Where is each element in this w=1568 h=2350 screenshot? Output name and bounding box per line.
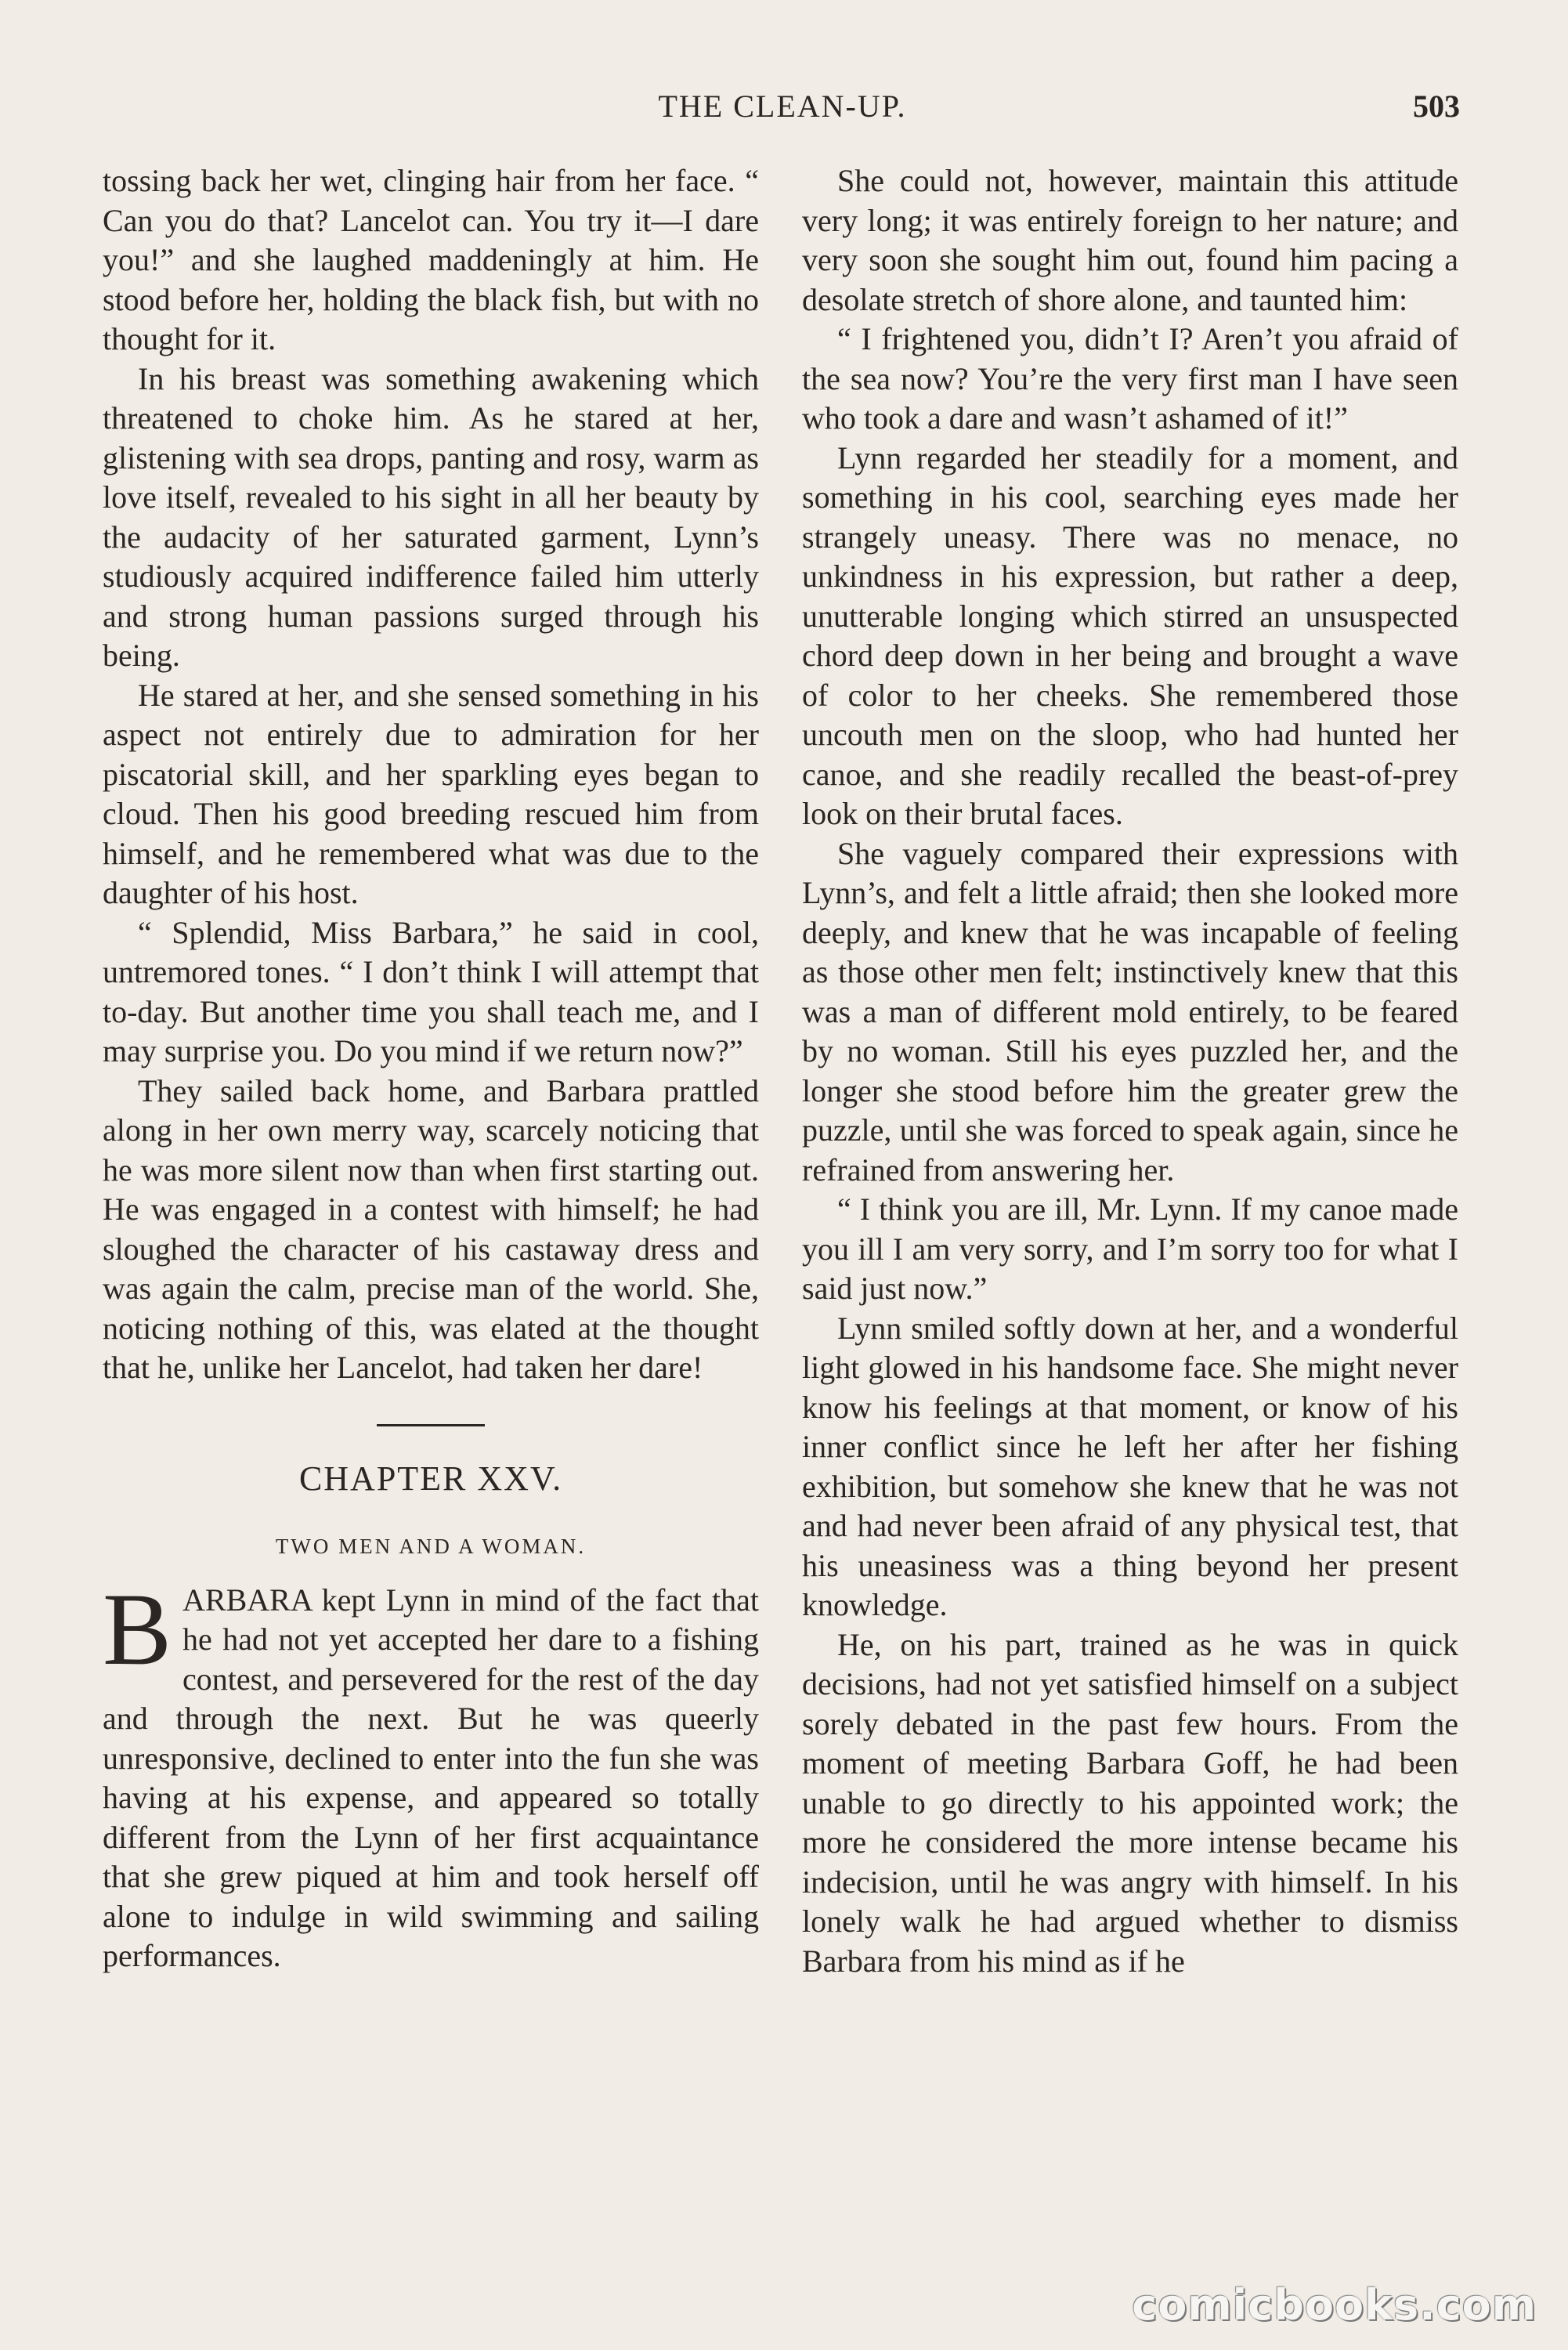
paragraph: He, on his part, trained as he was in quick decisions, had not yet satisfied himself on a subject sorely debated in the past few hours. From the moment of meeting Barbara Goff, he had been unable to go directly to his appointed work; the more he considered the more intense became his indecision, until he was angry with himself. In his lonely walk he had argued whether to dismiss Barbara from his mind as if he [802,1626,1458,1979]
paragraph: “ Splendid, Miss Barbara,” he said in cool, untremored tones. “ I don’t think I will attempt that to-day. But another time you shall teach me, and I may surprise you. Do you mind if we return now?” [103,914,759,1068]
right-column [802,161,1458,1981]
site-watermark: comicbooks.com [1132,2280,1537,2330]
page-number: 503 [1413,89,1460,124]
chapter-title: CHAPTER XXV. [298,1459,563,1498]
chapter-divider-rule [377,1424,485,1426]
chapter-opening-text: ARBARA kept Lynn in mind of the fact that he had not yet accepted her dare to a fishing contest, and persevered for the rest of the day and through the next. But he was queerly unresponsive, declined to enter into the fun she was having at his expense, and appeared so totally different from the Lynn of her first acquaintance that she grew piqued at him and took herself off alone to indulge in wild swimming and sailing performances. [103,1582,759,1973]
paragraph: “ I frightened you, didn’t I? Aren’t you afraid of the sea now? You’re the very first man I have seen who took a dare and wasn’t ashamed of it!” [802,321,1458,436]
paragraph: “ I think you are ill, Mr. Lynn. If my canoe made you ill I am very sorry, and I’m sorry too for what I said just now.” [802,1191,1458,1306]
paragraph: He stared at her, and she sensed something in his aspect not entirely due to admiration for her piscatorial skill, and her sparkling eyes began to cloud. Then his good breeding rescued him from himself, and he remembered what was due to the daughter of his host. [103,677,759,910]
page-header [105,88,1460,135]
paragraph: She vaguely compared their expressions with Lynn’s, and felt a little afraid; then she looked more deeply, and knew that he was incapable of feeling as those other men felt; instinctively knew that this was a man of different mold entirely, to be feared by no woman. Still his eyes puzzled her, and the longer she stood before him the greater grew the puzzle, until she was forced to speak again, since he refrained from answering her. [802,835,1458,1188]
paragraph: She could not, however, maintain this attitude very long; it was entirely foreign to her nature; and very soon she sought him out, found him pacing a desolate stretch of shore alone, and taunted him: [802,163,1458,317]
paragraph: They sailed back home, and Barbara prattled along in her own merry way, scarcely noticing that he was more silent now than when first starting out. He was engaged in a contest with himself; he had sloughed the character of his castaway dress and was again the calm, precise man of the world. She, noticing nothing of this, was elated at the thought that he, unlike her Lancelot, had taken her dare! [103,1072,759,1385]
chapter-opening-paragraph [103,1571,759,1976]
running-head: THE CLEAN-UP. [658,89,907,124]
drop-cap: B [103,1571,172,1687]
left-column [103,161,759,1976]
chapter-subtitle: TWO MEN AND A WOMAN. [275,1535,587,1558]
paragraph: Lynn smiled softly down at her, and a wonderful light glowed in his handsome face. She might never know his feelings at that moment, or know of his inner conflict since he left her after her fishing exhibition, but somehow she knew that he was not and had never been afraid of any physical test, that his uneasiness was a thing beyond her present knowledge. [802,1310,1458,1622]
paragraph: Lynn regarded her steadily for a moment, and something in his cool, searching eyes made her strangely uneasy. There was no menace, no unkindness in his expression, but rather a deep, unutterable longing which stirred an unsuspected chord deep down in her being and brought a wave of color to her cheeks. She remembered those uncouth men on the sloop, who had hunted her canoe, and she readily recalled the beast-of-prey look on their brutal faces. [802,439,1458,831]
paragraph: tossing back her wet, clinging hair from her face. “ Can you do that? Lancelot can. You try it—I dare you!” and she laughed maddeningly at him. He stood before her, holding the black fish, but with no thought for it. [103,163,759,356]
paragraph: In his breast was something awakening which threatened to choke him. As he stared at her, glistening with sea drops, panting and rosy, warm as love itself, revealed to his sight in all her beauty by the audacity of her saturated garment, Lynn’s studiously acquired indifference failed him utterly and strong human passions surged through his being. [103,360,759,673]
